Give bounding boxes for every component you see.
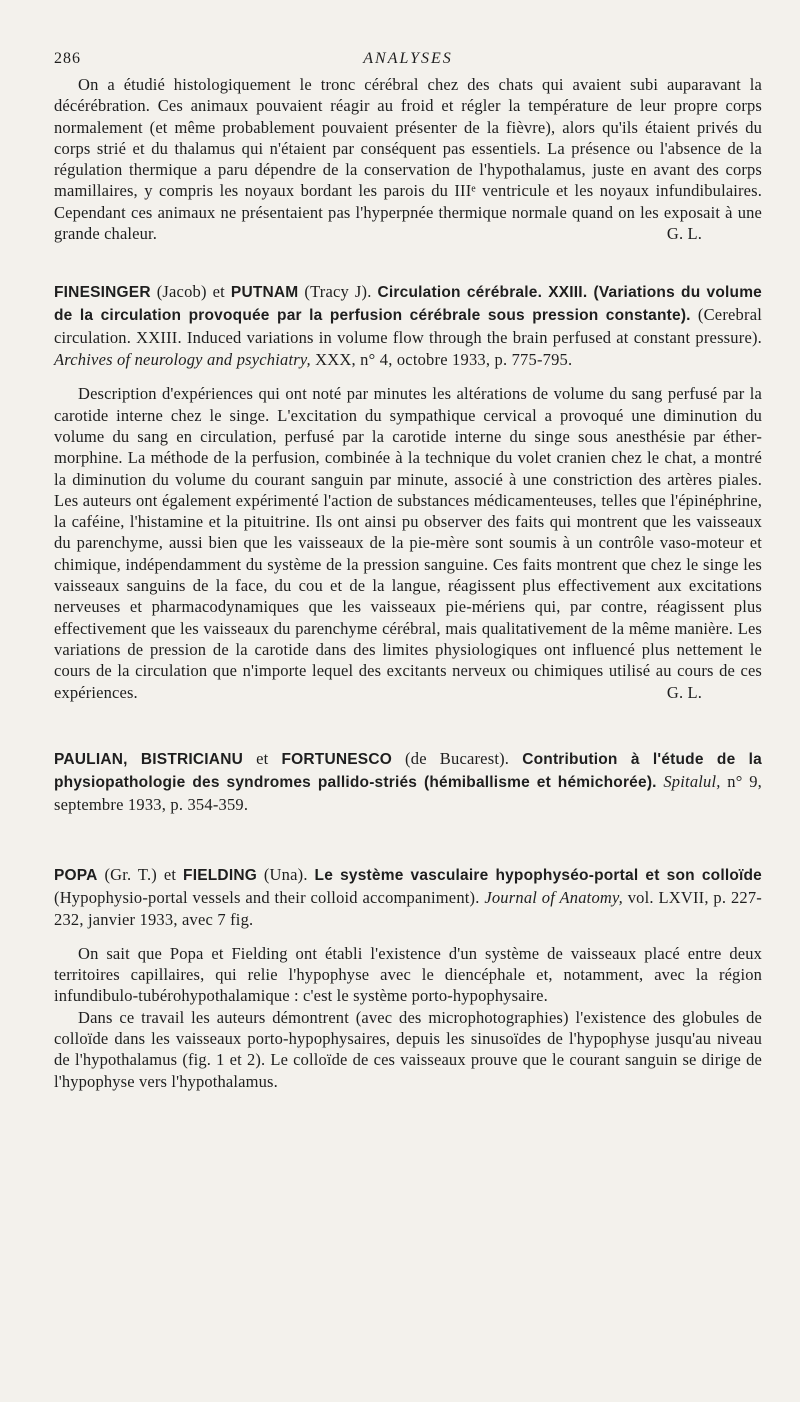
article-title: Le système vasculaire hypophyséo-portal et son colloïde: [314, 866, 762, 884]
entry-heading: POPA (Gr. T.) et FIELDING (Una). Le système vasculaire hypophyséo-portal et son colloïde (Hypophysio-portal vessels and their colloid accompaniment). Journal of Anatomy, vol. LXVII, p. 227-232, janvier 1933, avec 7 fig.: [54, 864, 762, 929]
article-title: Contribution à l'étude de la physiopathologie des syndromes pallido-striés (hémiballisme et hémichorée).: [54, 750, 762, 791]
author-name: PAULIAN, BISTRICIANU: [54, 750, 243, 768]
review-entry-finesinger: [54, 281, 762, 702]
running-head: [54, 50, 762, 72]
author-name: POPA: [54, 866, 98, 884]
reviewer-initials: G. L.: [666, 224, 702, 244]
article-title: Circulation cérébrale. XXIII. (Variations du volume de la circulation provoquée par la perfusion cérébrale sous pression constante).: [54, 284, 763, 325]
journal-name: Journal of Anatomy,: [484, 887, 623, 907]
review-paragraph: On sait que Popa et Fielding ont établi l'existence d'un système de vaisseaux placé entre deux territoires capillaires, qui relie l'hypophyse avec le diencéphale et, notamment, avec la région infundibulo-tubérohypothalamique : c'est le système porto-hypophysaire.: [54, 943, 762, 1006]
journal-name: Archives of neurology and psychiatry,: [54, 350, 311, 370]
author-name: PUTNAM: [230, 284, 299, 302]
entry-heading: FINESINGER (Jacob) et PUTNAM (Tracy J). Circulation cérébrale. XXIII. (Variations du volume de la circulation provoquée par la perfusion cérébrale sous pression constante). (Cerebral circulation. XXIII. Induced variations in volume flow through the brain perfused at constant pressure). Archives of neurology and psychiatry, XXX, n° 4, octobre 1933, p. 775-795.: [54, 282, 763, 370]
author-name: FINESINGER: [54, 284, 151, 302]
review-paragraph: On a étudié histologiquement le tronc cérébral chez des chats qui avaient subi auparavant la décérébration. Ces animaux pouvaient réagir au froid et régler la température de leur propre corps normalement (et même probablement pouvaient présenter de la fièvre), alors qu'ils étaient privés du corps strié et du thalamus qui n'étaient par conséquent pas essentiels. La présence ou l'absence de la régulation thermique a paru dépendre de la conservation de l'hypothalamus, juste en avant des corps mamillaires, y compris les noyaux bordant les parois du IIIᵉ ventricule et les noyaux infundibulaires. Cependant ces animaux ne présentaient pas l'hyperpnée thermique normale quand on les exposait à une grande chaleur. G. L.: [54, 75, 762, 244]
review-paragraph: Description d'expériences qui ont noté par minutes les altérations de volume du sang perfusé par la carotide interne chez le singe. L'excitation du sympathique cervical a provoqué une diminution du volume du sang en circulation, perfusé par la carotide interne du singe sous anesthésie par éther-morphine. La méthode de la perfusion, combinée à la technique du volet cranien chez le chat, a montré la diminution du volume du courant sanguin par minute, associé à une constriction des artères piales. Les auteurs ont également expérimenté l'action de substances médicamenteuses, telles que l'épinéphrine, la caféine, l'histamine et la pituitrine. Ils ont ainsi pu observer des faits qui montrent que les vaisseaux du parenchyme, aussi bien que les vaisseaux de la pie-mère sont soumis à un contrôle vaso-moteur et chimique, indépendamment du système de la pression sanguine. Ces faits montrent que chez le singe les vaisseaux sanguins de la face, du cou et de la langue, réagissent plus effectivement aux excitations nerveuses et pharmacodynamiques que les vaisseaux pie-mériens qui, par contre, réagissent plus effectivement que les vaisseaux du parenchyme cérébral, mais qualitativement de la même manière. Les variations de pression de la carotide dans des limites physiologiques ont influencé plus nettement le cours de la circulation que n'importe lequel des excitants nerveux ou chimiques utilisé au cours de ces expériences. G. L.: [54, 384, 762, 702]
reviewer-initials: G. L.: [666, 682, 702, 702]
page-number: 286: [54, 50, 81, 67]
review-entry-continuation: [54, 74, 762, 244]
author-name: FORTUNESCO: [281, 750, 392, 768]
author-name: FIELDING: [183, 866, 257, 884]
review-entry-popa: [54, 864, 762, 1092]
review-entry-paulian: [54, 748, 762, 816]
entry-heading: PAULIAN, BISTRICIANU et FORTUNESCO (de Bucarest). Contribution à l'étude de la physiopathologie des syndromes pallido-striés (hémiballisme et hémichorée). Spitalul, n° 9, septembre 1933, p. 354-359.: [54, 748, 762, 814]
review-paragraph: Dans ce travail les auteurs démontrent (avec des microphotographies) l'existence des globules de colloïde dans les vaisseaux porto-hypophysaires, depuis les sinusoïdes de l'hypophyse jusqu'au niveau de l'hypothalamus (fig. 1 et 2). Le colloïde de ces vaisseaux prouve que le courant sanguin se dirige de l'hypophyse vers l'hypothalamus.: [54, 1007, 762, 1091]
journal-name: Spitalul,: [663, 771, 721, 791]
running-title: ANALYSES: [363, 50, 453, 67]
